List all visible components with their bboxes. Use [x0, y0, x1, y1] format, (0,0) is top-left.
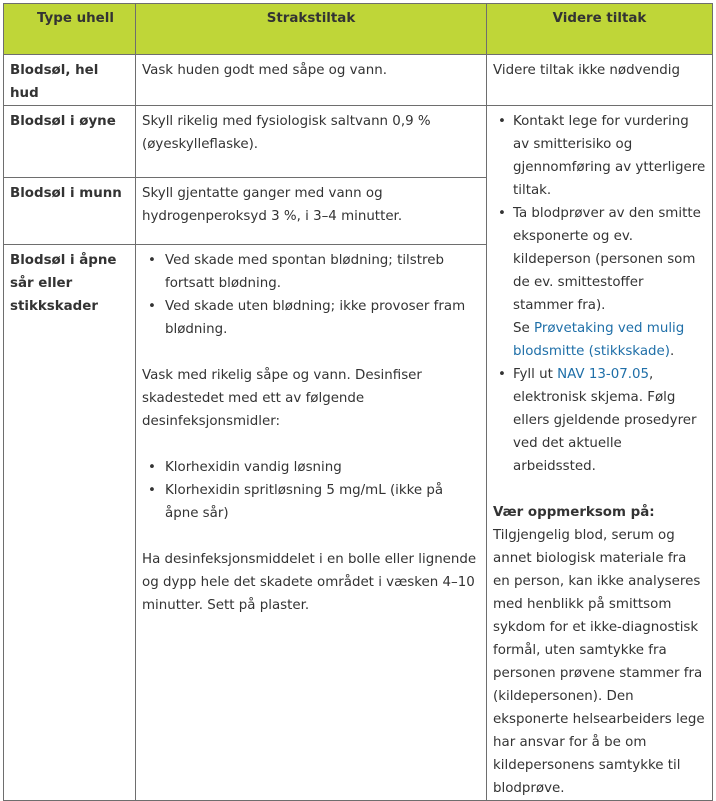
row-type: Blodsøl i øyne — [4, 106, 136, 178]
further-shared-cell — [487, 106, 713, 801]
sampling-guide-link[interactable]: Prøvetaking ved mulig blodsmitte (stikkskade) — [513, 321, 685, 359]
row-type: Blodsøl i munn — [4, 178, 136, 245]
row-immediate — [136, 244, 487, 800]
row-type: Blodsøl i åpne sår eller stikkskader — [4, 244, 136, 800]
disinfectant-list — [142, 456, 480, 525]
further-item-blood-tests — [513, 202, 706, 363]
list-item: • Klorhexidin vandig løsning — [165, 456, 480, 479]
note-heading: Vær oppmerksom på: — [493, 505, 655, 520]
further-item-contact-doctor: • Kontakt lege for vurdering av smitterisiko og gjennomføring av ytterligere tiltak. — [513, 110, 706, 202]
row-immediate: Skyll rikelig med fysiologisk saltvann 0,9 % (øyeskylleflaske). — [136, 106, 487, 178]
list-item: • Klorhexidin spritløsning 5 mg/mL (ikke på åpne sår) — [165, 479, 480, 525]
list-item: • Ved skade med spontan blødning; tilstreb fortsatt blødning. — [165, 249, 480, 295]
final-text: Ha desinfeksjonsmiddelet i en bolle eller lignende og dypp hele det skadete området i væsken 4–10 minutter. Sett på plaster. — [142, 551, 477, 613]
table-row — [4, 55, 713, 106]
form-prefix: Fyll ut — [513, 367, 558, 382]
blood-exposure-table — [3, 3, 713, 801]
row-type: Blodsøl, hel hud — [4, 55, 136, 106]
see-prefix: Se — [513, 321, 534, 336]
spacer — [142, 341, 480, 364]
wash-text: Vask med rikelig såpe og vann. Desinfiser skadestedet med ett av følgende desinfeksjonsmidler: — [142, 367, 422, 429]
row-immediate: Vask huden godt med såpe og vann. — [136, 55, 487, 106]
spacer — [493, 478, 706, 501]
list-item: • Ved skade uten blødning; ikke provoser fram blødning. — [165, 295, 480, 341]
period: . — [670, 344, 675, 359]
header-row — [4, 4, 713, 55]
further-item-text: Ta blodprøver av den smitte eksponerte og ev. kildeperson (personen som de ev. smittestoffer stammer fra). — [513, 206, 701, 313]
row-further: Videre tiltak ikke nødvendig — [487, 55, 713, 106]
header-further: Videre tiltak — [487, 4, 713, 55]
table-row — [4, 106, 713, 178]
header-type: Type uhell — [4, 4, 136, 55]
spacer — [142, 525, 480, 548]
spacer — [142, 433, 480, 456]
further-item-nav-form — [513, 363, 706, 478]
note-text: Tilgjengelig blod, serum og annet biologisk materiale fra en person, kan ikke analyseres med henblikk på smittsom sykdom for et ikke-diagnostisk formål, uten samtykke fra personen prøvene stammer fra (kildepersonen). Den eksponerte helsearbeiders lege har ansvar for å be om kildepersonens samtykke til blodprøve. — [493, 528, 705, 796]
bleeding-list — [142, 249, 480, 341]
row-immediate: Skyll gjentatte ganger med vann og hydrogenperoksyd 3 %, i 3–4 minutter. — [136, 178, 487, 245]
form-suffix: , elektronisk skjema. Følg ellers gjeldende prosedyrer ved det aktuelle arbeidssted. — [513, 367, 697, 474]
header-immediate: Strakstiltak — [136, 4, 487, 55]
further-list — [493, 110, 706, 478]
nav-form-link[interactable]: NAV 13-07.05 — [557, 367, 650, 382]
